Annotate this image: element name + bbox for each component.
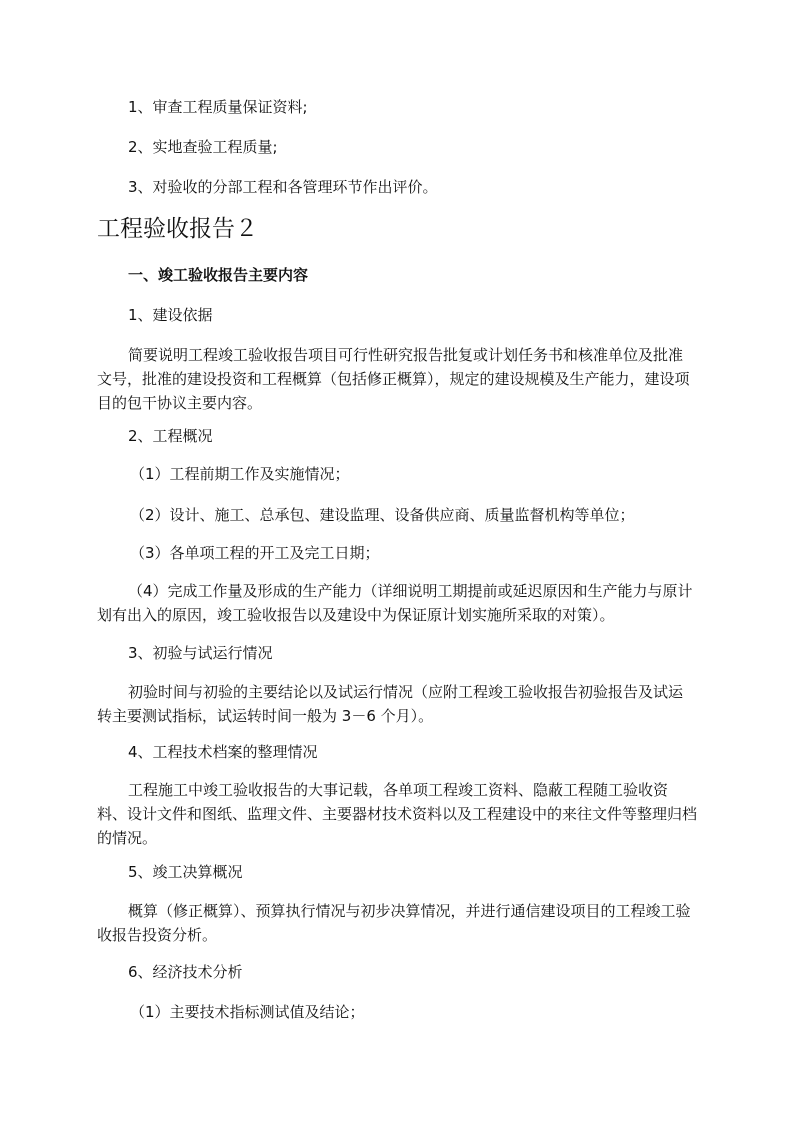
section-2-item-1: （1）工程前期工作及实施情况； <box>130 465 350 483</box>
section-1-body: 简要说明工程竣工验收报告项目可行性研究报告批复或计划任务书和核准单位及批准文号，批准的建设投资和工程概算（包括修正概算），规定的建设规模及生产能力，建设项目的包干协议主要内容。 <box>97 346 690 412</box>
page-heading: 工程验收报告２ <box>97 216 258 242</box>
section-6-title: 6、经济技术分析 <box>128 963 243 981</box>
section-1-title: 1、建设依据 <box>128 306 213 324</box>
section-2-title: 2、工程概况 <box>128 427 213 445</box>
section-3-title: 3、初验与试运行情况 <box>128 644 273 662</box>
section-5-title: 5、竣工决算概况 <box>128 863 243 881</box>
intro-item-3: 3、对验收的分部工程和各管理环节作出评价。 <box>128 178 438 196</box>
section-5-body: 概算（修正概算）、预算执行情况与初步决算情况，并进行通信建设项目的工程竣工验收报告投资分析。 <box>97 902 691 944</box>
section-2-item-4: （4）完成工作量及形成的生产能力（详细说明工期提前或延迟原因和生产能力与原计划有出入的原因，竣工验收报告以及建设中为保证原计划实施所采取的对策）。 <box>97 582 693 624</box>
section-2-item-2: （2）设计、施工、总承包、建设监理、设备供应商、质量监督机构等单位； <box>130 506 635 524</box>
intro-item-1: 1、审查工程质量保证资料; <box>128 98 308 116</box>
section-3-body: 初验时间与初验的主要结论以及试运行情况（应附工程竣工验收报告初验报告及试运转主要测试指标，试运转时间一般为 3－6 个月）。 <box>97 683 684 725</box>
section-title: 一、竣工验收报告主要内容 <box>128 266 309 284</box>
section-6-item-1: （1）主要技术指标测试值及结论； <box>130 1003 365 1021</box>
intro-item-2: 2、实地查验工程质量; <box>128 138 278 156</box>
section-2-item-3: （3）各单项工程的开工及完工日期； <box>130 544 380 562</box>
section-4-body: 工程施工中竣工验收报告的大事记载，各单项工程竣工资料、隐蔽工程随工验收资料、设计文件和图纸、监理文件、主要器材技术资料以及工程建设中的来往文件等整理归档的情况。 <box>97 781 698 847</box>
section-4-title: 4、工程技术档案的整理情况 <box>128 743 318 761</box>
